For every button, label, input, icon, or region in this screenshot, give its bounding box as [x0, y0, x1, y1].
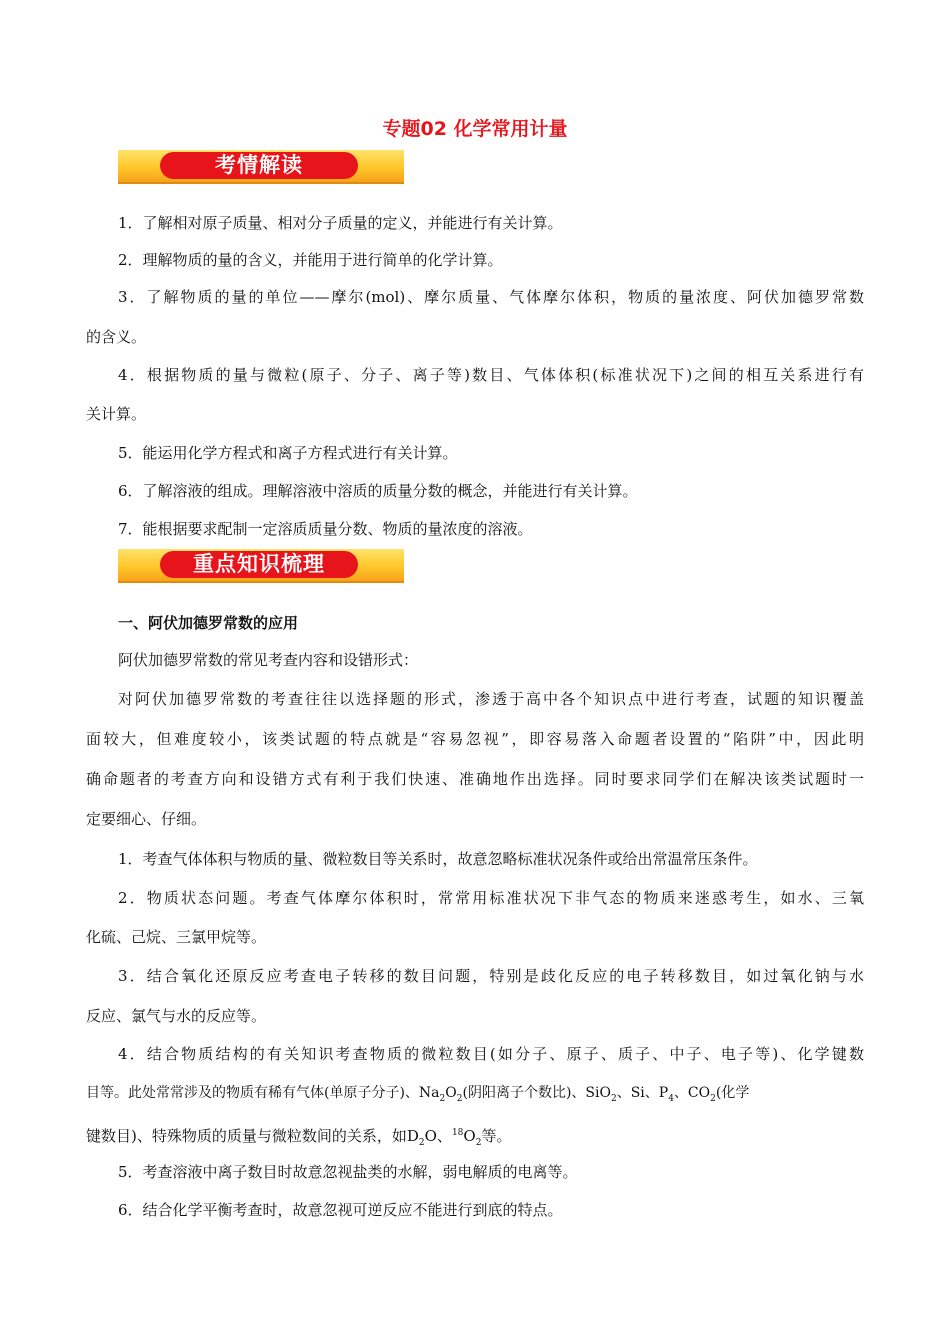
banner-label: 考情解读 — [215, 153, 303, 177]
objective-5: 5．能运用化学方程式和离子方程式进行有关计算。 — [118, 444, 458, 462]
subscript: 2 — [710, 1093, 716, 1104]
item-3: 3．结合氧化还原反应考查电子转移的数目问题，特别是歧化反应的电子转移数目，如过氧化钠与水 — [118, 967, 864, 985]
text-run: 等。 — [481, 1127, 512, 1145]
item-4-cont — [86, 1083, 864, 1109]
objective-4: 4．根据物质的量与微粒(原子、分子、离子等)数目、气体体积(标准状况下)之间的相互关系进行有 — [118, 366, 864, 384]
text-run: 键数目)、特殊物质的质量与微粒数间的关系，如D — [86, 1127, 419, 1145]
objective-3: 3．了解物质的量的单位——摩尔(mol)、摩尔质量、气体摩尔体积，物质的量浓度、阿伏加德罗常数 — [118, 288, 864, 306]
objective-4-cont: 关计算。 — [86, 405, 147, 423]
objective-6: 6．了解溶液的组成。理解溶液中溶质的质量分数的概念，并能进行有关计算。 — [118, 482, 638, 500]
superscript: 18 — [451, 1128, 464, 1138]
item-1: 1．考查气体体积与物质的量、微粒数目等关系时，故意忽略标准状况条件或给出常温常压条件。 — [118, 850, 758, 868]
banner-exam-analysis — [118, 150, 404, 184]
objective-2: 2．理解物质的量的含义，并能用于进行简单的化学计算。 — [118, 251, 503, 269]
item-5: 5．考查溶液中离子数目时故意忽视盐类的水解，弱电解质的电离等。 — [118, 1163, 578, 1181]
paragraph-line: 面较大，但难度较小，该类试题的特点就是“容易忽视”，即容易落入命题者设置的“陷阱”中，因此明 — [86, 730, 864, 748]
banner-key-knowledge — [118, 549, 404, 583]
subscript: 2 — [610, 1093, 617, 1104]
page-title: 专题02 化学常用计量 — [382, 118, 568, 140]
section-heading: 一、阿伏加德罗常数的应用 — [118, 614, 299, 632]
text-run: O — [445, 1085, 457, 1101]
objective-1: 1．了解相对原子质量、相对分子质量的定义，并能进行有关计算。 — [118, 214, 563, 232]
objective-3-cont: 的含义。 — [86, 328, 147, 346]
item-4: 4．结合物质结构的有关知识考查物质的微粒数目(如分子、原子、质子、中子、电子等)、化学键数 — [118, 1045, 864, 1063]
text-run: 、Si、P — [616, 1085, 669, 1101]
paragraph-line: 对阿伏加德罗常数的考查往往以选择题的形式，渗透于高中各个知识点中进行考查，试题的知识覆盖 — [118, 690, 864, 708]
text-run: (阴阳离子个数比)、SiO — [462, 1085, 611, 1101]
banner-label: 重点知识梳理 — [193, 552, 325, 576]
text-run: O、 — [424, 1127, 452, 1145]
text-run: 目等。此处常常涉及的物质有稀有气体(单原子分子)、Na — [86, 1085, 440, 1101]
subscript: 2 — [475, 1138, 482, 1148]
item-2-cont: 化硫、己烷、三氯甲烷等。 — [86, 928, 267, 946]
objective-7: 7．能根据要求配制一定溶质质量分数、物质的量浓度的溶液。 — [118, 520, 533, 538]
text-run: 、CO — [673, 1085, 711, 1101]
subscript: 2 — [439, 1093, 446, 1104]
item-3-cont: 反应、氯气与水的反应等。 — [86, 1007, 267, 1025]
item-2: 2．物质状态问题。考查气体摩尔体积时，常常用标准状况下非气态的物质来迷惑考生，如水、三氧 — [118, 889, 864, 907]
text-run: (化学 — [715, 1085, 750, 1101]
paragraph-line: 定要细心、仔细。 — [86, 810, 207, 828]
paragraph-line: 确命题者的考查方向和设错方式有利于我们快速、准确地作出选择。同时要求同学们在解决该类试题时一 — [86, 770, 864, 788]
item-4-cont2 — [86, 1123, 511, 1153]
subscript: 2 — [456, 1093, 463, 1104]
text-run: O — [463, 1127, 476, 1145]
subscript: 2 — [418, 1138, 425, 1148]
item-6: 6．结合化学平衡考查时，故意忽视可逆反应不能进行到底的特点。 — [118, 1201, 563, 1219]
section-intro: 阿伏加德罗常数的常见考查内容和设错形式： — [118, 651, 419, 669]
subscript: 4 — [668, 1093, 674, 1104]
